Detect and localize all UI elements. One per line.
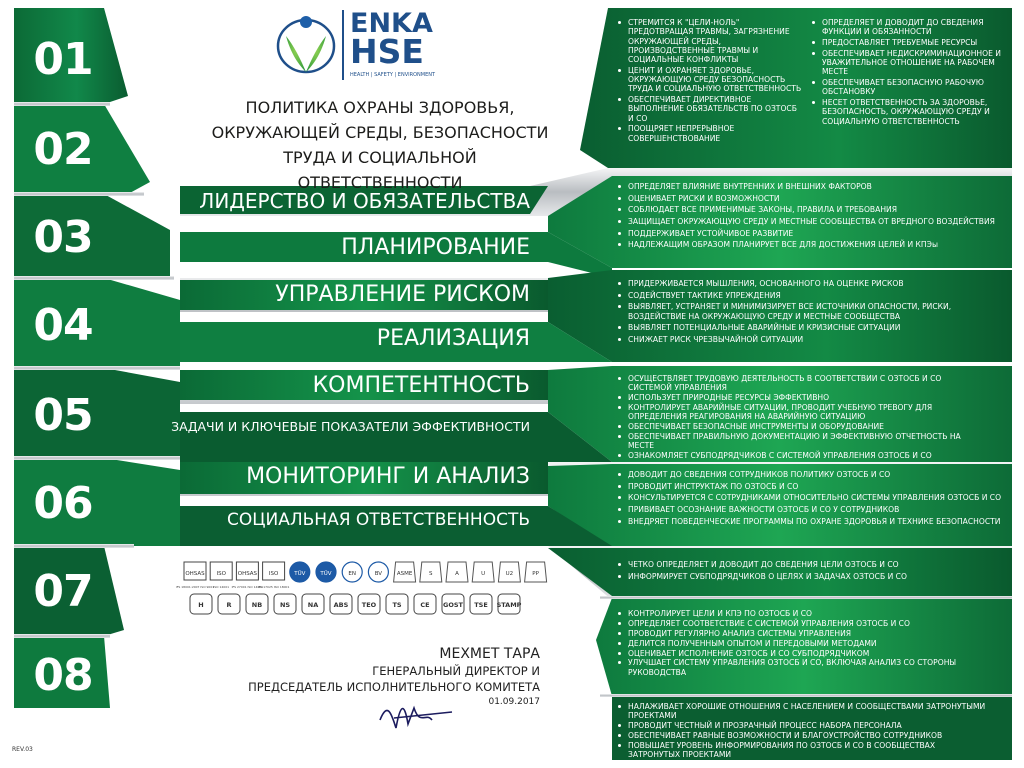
cert-mark	[246, 594, 268, 614]
number-03: 03	[33, 212, 93, 263]
bullet-item: ПРОВОДИТ ИНСТРУКТАЖ ПО ОЗТОСБ И СО	[618, 482, 1012, 491]
bullet-item: ОБЕСПЕЧИВАЕТ НЕДИСКРИМИНАЦИОННОЕ И УВАЖИТЕЛЬНОЕ ОТНОШЕНИЕ НА РАБОЧЕМ МЕСТЕ	[812, 49, 1008, 77]
signature-mark	[380, 708, 452, 728]
bullet-item: КОНТРОЛИРУЕТ АВАРИЙНЫЕ СИТУАЦИИ, ПРОВОДИТ УЧЕБНУЮ ТРЕВОГУ ДЛЯ ОПРЕДЕЛЕНИЯ РЕАГИРОВАНИЯ НА АВАРИЙНУЮ СИТУАЦИЮ	[618, 403, 978, 422]
cert-badge	[420, 562, 442, 582]
cert-mark	[218, 594, 240, 614]
cert-code: BV	[374, 571, 383, 577]
bullet-item: ПРЕДОСТАВЛЯЕТ ТРЕБУЕМЫЕ РЕСУРСЫ	[812, 38, 1008, 47]
signatory-position-2: ПРЕДСЕДАТЕЛЬ ИСПОЛНИТЕЛЬНОГО КОМИТЕТА	[248, 680, 540, 694]
cert-label: IFS 27001 ISO 14001	[231, 585, 264, 589]
cert-code: U2	[505, 571, 514, 577]
cert-code: S	[429, 571, 433, 577]
title-line-3: ТРУДА И СОЦИАЛЬНОЙ ОТВЕТСТВЕННОСТИ	[283, 148, 477, 192]
bullet-item: СОДЕЙСТВУЕТ ТАКТИКЕ УПРЕЖДЕНИЯ	[618, 291, 978, 300]
cert-mark	[497, 594, 522, 614]
signatory-name: МЕХМЕТ ТАРА	[439, 646, 540, 662]
cert-mark	[190, 594, 212, 614]
cert-mark-code: NA	[307, 601, 319, 609]
number-04: 04	[33, 300, 93, 351]
panel-social	[618, 702, 988, 760]
cert-badge	[368, 562, 388, 582]
panel-risk	[618, 279, 978, 347]
bullet-item: ОПРЕДЕЛЯЕТ СООТВЕТСТВИЕ С СИСТЕМОЙ УПРАВЛЕНИЯ ОЗТОСБ И СО	[618, 619, 1008, 628]
cert-mark-code: CE	[420, 601, 430, 609]
cert-mark-code: NB	[251, 601, 263, 609]
cert-badge	[176, 562, 214, 589]
panel-leadership-left	[618, 18, 804, 144]
panel-planning	[618, 182, 1008, 252]
bullet-item: ОБЕСПЕЧИВАЕТ БЕЗОПАСНЫЕ ИНСТРУМЕНТЫ И ОБОРУДОВАНИЕ	[618, 422, 978, 431]
cert-code: A	[455, 571, 459, 577]
section-title-leadership: ЛИДЕРСТВО И ОБЯЗАТЕЛЬСТВА	[199, 189, 530, 213]
revision-label: REV.03	[12, 746, 33, 753]
cert-mark-code: NS	[279, 601, 291, 609]
cert-badge	[316, 562, 336, 582]
cert-badge	[446, 562, 468, 582]
cert-code: TÜV	[320, 571, 332, 577]
logo-brand: ENKA	[350, 8, 433, 39]
bullet-item: ЧЕТКО ОПРЕДЕЛЯЕТ И ДОВОДИТ ДО СВЕДЕНИЯ ЦЕЛИ ОЗТОСБ И СО	[618, 560, 998, 569]
bullet-item: ОЦЕНИВАЕТ ИСПОЛНЕНИЕ ОЗТОСБ И СО СУБПОДРЯДЧИКОМ	[618, 649, 1008, 658]
section-title-kpi: ЗАДАЧИ И КЛЮЧЕВЫЕ ПОКАЗАТЕЛИ ЭФФЕКТИВНОСТИ	[171, 419, 530, 434]
cert-label: IFS 17025 ISO 18001	[257, 585, 290, 589]
section-title-planning: ПЛАНИРОВАНИЕ	[341, 235, 530, 260]
cert-code: ASME	[396, 571, 413, 577]
cert-mark-code: R	[226, 601, 232, 609]
cert-mark	[442, 594, 464, 614]
bullet-item: ОБЕСПЕЧИВАЕТ ДИРЕКТИВНОЕ ВЫПОЛНЕНИЕ ОБЯЗАТЕЛЬСТВ ПО ОЗТОСБ И СО	[618, 95, 804, 123]
bullet-item: ПРОВОДИТ РЕГУЛЯРНО АНАЛИЗ СИСТЕМЫ УПРАВЛЕНИЯ	[618, 629, 1008, 638]
bullet-item: НАЛАЖИВАЕТ ХОРОШИЕ ОТНОШЕНИЯ С НАСЕЛЕНИЕМ И СООБЩЕСТВАМИ ЗАТРОНУТЫМИ ПРОЕКТАМИ	[618, 702, 988, 721]
cert-code: U	[481, 571, 486, 577]
section-title-implementation: РЕАЛИЗАЦИЯ	[376, 326, 530, 351]
number-05: 05	[33, 390, 93, 441]
bullet-item: СТРЕМИТСЯ К "ЦЕЛИ-НОЛЬ" ПРЕДОТВРАЩАЯ ТРАВМЫ, ЗАГРЯЗНЕНИЕ ОКРУЖАЮЩЕЙ СРЕДЫ, ПРОИЗВОДСТВЕННЫЕ ТРАВМЫ И СОЦИАЛЬНЫЕ КОНФЛИКТЫ	[618, 18, 804, 64]
bullet-item: ОПРЕДЕЛЯЕТ И ДОВОДИТ ДО СВЕДЕНИЯ ФУНКЦИИ И ОБЯЗАННОСТИ	[812, 18, 1008, 37]
bullet-item: ПОВЫШАЕТ УРОВЕНЬ ИНФОРМИРОВАНИЯ ПО ОЗТОСБ И СО В СООБЩЕСТВАХ ЗАТРОНУТЫХ ПРОЕКТАМИ	[618, 741, 988, 760]
cert-mark	[330, 594, 352, 614]
cert-code: OHSAS	[237, 571, 258, 577]
bullet-item: ОСУЩЕСТВЛЯЕТ ТРУДОВУЮ ДЕЯТЕЛЬНОСТЬ В СООТВЕТСТВИИ С ОЗТОСБ И СО СИСТЕМОЙ УПРАВЛЕНИЯ	[618, 374, 978, 393]
panel-competence	[618, 470, 1012, 528]
cert-code: PP	[532, 571, 539, 577]
cert-badge	[498, 562, 520, 582]
bullet-item: ДЕЛИТСЯ ПОЛУЧЕННЫМ ОПЫТОМ И ПЕРЕДОВЫМИ МЕТОДАМИ	[618, 639, 1008, 648]
bullet-item: НЕСЕТ ОТВЕТСТВЕННОСТЬ ЗА ЗДОРОВЬЕ, БЕЗОПАСНОСТЬ, ОКРУЖАЮЩУЮ СРЕДУ И СОЦИАЛЬНУЮ ОТВЕТСТВЕННОСТЬ	[812, 98, 1008, 126]
title-line-2: ОКРУЖАЮЩЕЙ СРЕДЫ, БЕЗОПАСНОСТИ	[211, 123, 549, 142]
section-title-risk: УПРАВЛЕНИЕ РИСКОМ	[275, 282, 530, 307]
bullet-item: УЛУЧШАЕТ СИСТЕМУ УПРАВЛЕНИЯ ОЗТОСБ И СО, ВКЛЮЧАЯ АНАЛИЗ СО СТОРОНЫ РУКОВОДСТВА	[618, 658, 1008, 677]
logo-tagline: HEALTH | SAFETY | ENVIRONMENT	[350, 72, 436, 78]
panel-implementation	[618, 374, 978, 461]
enka-logo	[278, 10, 344, 80]
panel-review	[618, 609, 1008, 678]
cert-code: ISO	[216, 571, 226, 577]
bullet-item: СОБЛЮДАЕТ ВСЕ ПРИМЕНИМЫЕ ЗАКОНЫ, ПРАВИЛА И ТРЕБОВАНИЯ	[618, 205, 1008, 214]
cert-badge	[342, 562, 362, 582]
cert-mark-code: TS	[392, 601, 402, 609]
certification-badges	[176, 562, 547, 614]
cert-mark-code: ABS	[333, 601, 349, 609]
bullet-item: ИСПОЛЬЗУЕТ ПРИРОДНЫЕ РЕСУРСЫ ЭФФЕКТИВНО	[618, 393, 978, 402]
cert-mark-code: TSE	[474, 601, 488, 609]
bullet-item: ПРИДЕРЖИВАЕТСЯ МЫШЛЕНИЯ, ОСНОВАННОГО НА ОЦЕНКЕ РИСКОВ	[618, 279, 978, 288]
cert-badge	[525, 562, 547, 582]
cert-mark	[302, 594, 324, 614]
cert-code: EN	[348, 571, 356, 577]
policy-title	[200, 95, 560, 195]
bullet-item: КОНСУЛЬТИРУЕТСЯ С СОТРУДНИКАМИ ОТНОСИТЕЛЬНО СИСТЕМЫ УПРАВЛЕНИЯ ОЗТОСБ И СО	[618, 493, 1012, 502]
cert-label: ISO 14001	[213, 585, 230, 589]
bullet-item: ОБЕСПЕЧИВАЕТ ПРАВИЛЬНУЮ ДОКУМЕНТАЦИЮ И ЭФФЕКТИВНУЮ ОТЧЕТНОСТЬ НА МЕСТЕ	[618, 432, 978, 451]
bullet-item: ПРОВОДИТ ЧЕСТНЫЙ И ПРОЗРАЧНЫЙ ПРОЦЕСС НАБОРА ПЕРСОНАЛА	[618, 721, 988, 730]
cert-code: OHSAS	[185, 571, 205, 577]
bullet-item: ПООЩРЯЕТ НЕПРЕРЫВНОЕ СОВЕРШЕНСТВОВАНИЕ	[618, 124, 804, 143]
cert-mark	[386, 594, 408, 614]
section-title-competence: КОМПЕТЕНТНОСТЬ	[312, 373, 530, 398]
number-06: 06	[33, 478, 93, 529]
bullet-item: ИНФОРМИРУЕТ СУБПОДРЯДЧИКОВ О ЦЕЛЯХ И ЗАДАЧАХ ОЗТОСБ И СО	[618, 572, 998, 581]
panel-leadership-right	[812, 18, 1008, 127]
panel-targets	[618, 560, 998, 583]
number-01: 01	[33, 34, 93, 85]
number-07: 07	[33, 566, 93, 617]
bullet-item: ОПРЕДЕЛЯЕТ ВЛИЯНИЕ ВНУТРЕННИХ И ВНЕШНИХ ФАКТОРОВ	[618, 182, 1008, 191]
cert-label: IFS 18001:2007 ISO 9001	[175, 585, 215, 589]
bullet-item: ОЦЕНИВАЕТ РИСКИ И ВОЗМОЖНОСТИ	[618, 194, 1008, 203]
cert-mark	[470, 594, 492, 614]
cert-code: ISO	[268, 571, 279, 577]
cert-badge	[258, 562, 290, 589]
bullet-item: ОЗНАКОМЛЯЕТ СУБПОДРЯДЧИКОВ С СИСТЕМОЙ УПРАВЛЕНИЯ ОЗТОСБ И СО	[618, 451, 978, 460]
number-08: 08	[33, 650, 93, 701]
cert-mark-code: H	[198, 601, 204, 609]
cert-badge	[290, 562, 310, 582]
bullet-item: СНИЖАЕТ РИСК ЧРЕЗВЫЧАЙНОЙ СИТУАЦИИ	[618, 335, 978, 344]
cert-badge	[472, 562, 494, 582]
bullet-item: ВНЕДРЯЕТ ПОВЕДЕНЧЕСКИЕ ПРОГРАММЫ ПО ОХРАНЕ ЗДОРОВЬЯ И ТЕХНИКЕ БЕЗОПАСНОСТИ	[618, 517, 1012, 526]
bullet-item: КОНТРОЛИРУЕТ ЦЕЛИ И КПЭ ПО ОЗТОСБ И СО	[618, 609, 1008, 618]
bullet-item: ЦЕНИТ И ОХРАНЯЕТ ЗДОРОВЬЕ, ОКРУЖАЮЩУЮ СРЕДУ БЕЗОПАСНОСТЬ ТРУДА И СОЦИАЛЬНУЮ ОТВЕТСТВЕННОСТЬ	[618, 66, 804, 94]
section-title-monitoring: МОНИТОРИНГ И АНАЛИЗ	[246, 464, 530, 489]
signature-date: 01.09.2017	[488, 697, 540, 707]
bullet-item: ВЫЯВЛЯЕТ, УСТРАНЯЕТ И МИНИМИЗИРУЕТ ВСЕ ИСТОЧНИКИ ОПАСНОСТИ, РИСКИ, ВОЗДЕЙСТВИЕ НА ОКРУЖАЮЩУЮ СРЕДУ И МЕСТНЫЕ СООБЩЕСТВА	[618, 302, 978, 321]
cert-badge	[394, 562, 416, 582]
number-02: 02	[33, 124, 93, 175]
bullet-item: ОБЕСПЕЧИВАЕТ РАВНЫЕ ВОЗМОЖНОСТИ И БЛАГОУСТРОЙСТВО СОТРУДНИКОВ	[618, 731, 988, 740]
cert-mark-code: GOST	[443, 601, 463, 609]
bullet-item: ПОДДЕРЖИВАЕТ УСТОЙЧИВОЕ РАЗВИТИЕ	[618, 229, 1008, 238]
bullet-item: ПРИВИВАЕТ ОСОЗНАНИЕ ВАЖНОСТИ ОЗТОСБ И СО У СОТРУДНИКОВ	[618, 505, 1012, 514]
cert-mark	[274, 594, 296, 614]
cert-mark-code: TEO	[361, 601, 377, 609]
bullet-item: ЗАЩИЩАЕТ ОКРУЖАЮЩУЮ СРЕДУ И МЕСТНЫЕ СООБЩЕСТВА ОТ ВРЕДНОГО ВОЗДЕЙСТВИЯ	[618, 217, 1008, 226]
bullet-item: ДОВОДИТ ДО СВЕДЕНИЯ СОТРУДНИКОВ ПОЛИТИКУ ОЗТОСБ И СО	[618, 470, 1012, 479]
bullet-item: ВЫЯВЛЯЕТ ПОТЕНЦИАЛЬНЫЕ АВАРИЙНЫЕ И КРИЗИСНЫЕ СИТУАЦИИ	[618, 323, 978, 332]
bullet-item: НАДЛЕЖАЩИМ ОБРАЗОМ ПЛАНИРУЕТ ВСЕ ДЛЯ ДОСТИЖЕНИЯ ЦЕЛЕЙ И КПЭы	[618, 240, 1008, 249]
logo-sub: HSE	[350, 32, 424, 71]
cert-mark	[414, 594, 436, 614]
cert-mark-code: STAMP	[496, 601, 522, 609]
cert-badge	[210, 562, 232, 589]
section-title-social: СОЦИАЛЬНАЯ ОТВЕТСТВЕННОСТЬ	[227, 510, 530, 530]
signatory-position-1: ГЕНЕРАЛЬНЫЙ ДИРЕКТОР И	[372, 664, 540, 678]
cert-mark	[358, 594, 380, 614]
cert-code: TÜV	[294, 571, 306, 577]
title-line-1: ПОЛИТИКА ОХРАНЫ ЗДОРОВЬЯ,	[245, 98, 515, 117]
bullet-item: ОБЕСПЕЧИВАЕТ БЕЗОПАСНУЮ РАБОЧУЮ ОБСТАНОВКУ	[812, 78, 1008, 97]
